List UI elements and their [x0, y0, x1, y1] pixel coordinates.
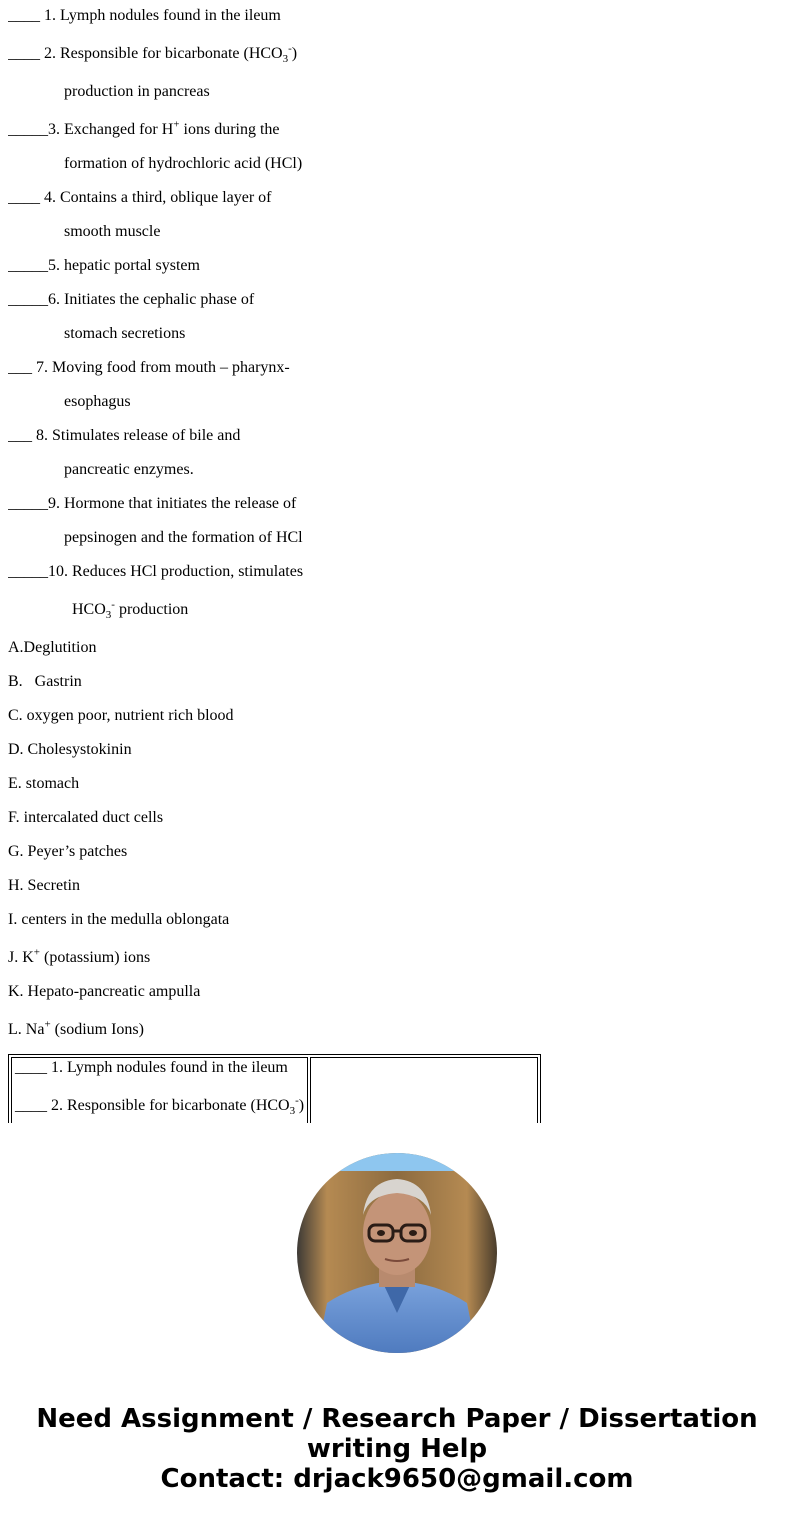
promo-line-1: Need Assignment / Research Paper / Dissertation	[36, 1404, 758, 1434]
option-l: L. Na+ (sodium Ions)	[8, 1018, 144, 1038]
question-2: ____ 2. Responsible for bicarbonate $(HCO_3^-)$	[8, 42, 298, 66]
question-1: ____ 1. Lymph nodules found in the ileum	[8, 7, 281, 24]
option-b: B. Gastrin	[8, 673, 82, 690]
answer-blank: ___	[8, 427, 32, 444]
author-photo	[297, 1153, 497, 1353]
answer-blank: ____	[8, 189, 40, 206]
question-8-continued: pancreatic enzymes.	[64, 461, 194, 478]
question-3: _____3. Exchanged for H+ ions during the	[8, 118, 280, 138]
promo-contact: Contact: drjack9650@gmail.com	[160, 1464, 634, 1494]
question-4-continued: smooth muscle	[64, 223, 161, 240]
question-9: _____9. Hormone that initiates the release of	[8, 495, 297, 512]
answer-blank: _____	[8, 121, 48, 138]
author-avatar	[297, 1153, 497, 1353]
answer-blank: ___	[8, 359, 32, 376]
question-10-continued: $HCO_3^-$ production	[72, 598, 189, 622]
table-cell-questions	[11, 1057, 308, 1123]
option-i: I. centers in the medulla oblongata	[8, 911, 230, 928]
question-6: _____6. Initiates the cephalic phase of	[8, 291, 255, 308]
question-10: _____10. Reduces HCl production, stimulates	[8, 563, 304, 580]
table-row: ____ 2. Responsible for bicarbonate $(HCO_3^-)$	[15, 1094, 305, 1118]
question-6-continued: stomach secretions	[64, 325, 186, 342]
table-cell-empty	[310, 1057, 538, 1123]
table-row: ____ 1. Lymph nodules found in the ileum	[15, 1059, 288, 1076]
worksheet	[8, 0, 788, 1123]
promo-banner	[0, 1404, 794, 1494]
question-7-continued: esophagus	[64, 393, 131, 410]
option-g: G. Peyer’s patches	[8, 843, 128, 860]
promo-line-2: writing Help	[306, 1434, 488, 1464]
answer-blank: _____	[8, 257, 48, 274]
question-4: ____ 4. Contains a third, oblique layer of	[8, 189, 272, 206]
option-c: C. oxygen poor, nutrient rich blood	[8, 707, 234, 724]
option-f: F. intercalated duct cells	[8, 809, 164, 826]
question-7: ___ 7. Moving food from mouth – pharynx-	[8, 359, 290, 376]
option-k: K. Hepato-pancreatic ampulla	[8, 983, 201, 1000]
answer-blank: _____	[8, 291, 48, 308]
answer-blank: ____	[8, 7, 40, 24]
option-e: E. stomach	[8, 775, 80, 792]
answer-blank: _____	[8, 495, 48, 512]
option-d: D. Cholesystokinin	[8, 741, 132, 758]
option-j: J. K+ (potassium) ions	[8, 946, 151, 966]
question-5: _____5. hepatic portal system	[8, 257, 200, 274]
question-8: ___ 8. Stimulates release of bile and	[8, 427, 241, 444]
question-table	[8, 1054, 541, 1123]
option-a: A.Deglutition	[8, 639, 97, 656]
answer-blank: ____	[8, 45, 40, 62]
question-9-continued: pepsinogen and the formation of HCl	[64, 529, 303, 546]
option-h: H. Secretin	[8, 877, 80, 894]
question-2-continued: production in pancreas	[64, 83, 210, 100]
answer-blank: _____	[8, 563, 48, 580]
question-3-continued: formation of hydrochloric acid (HCl)	[64, 155, 303, 172]
